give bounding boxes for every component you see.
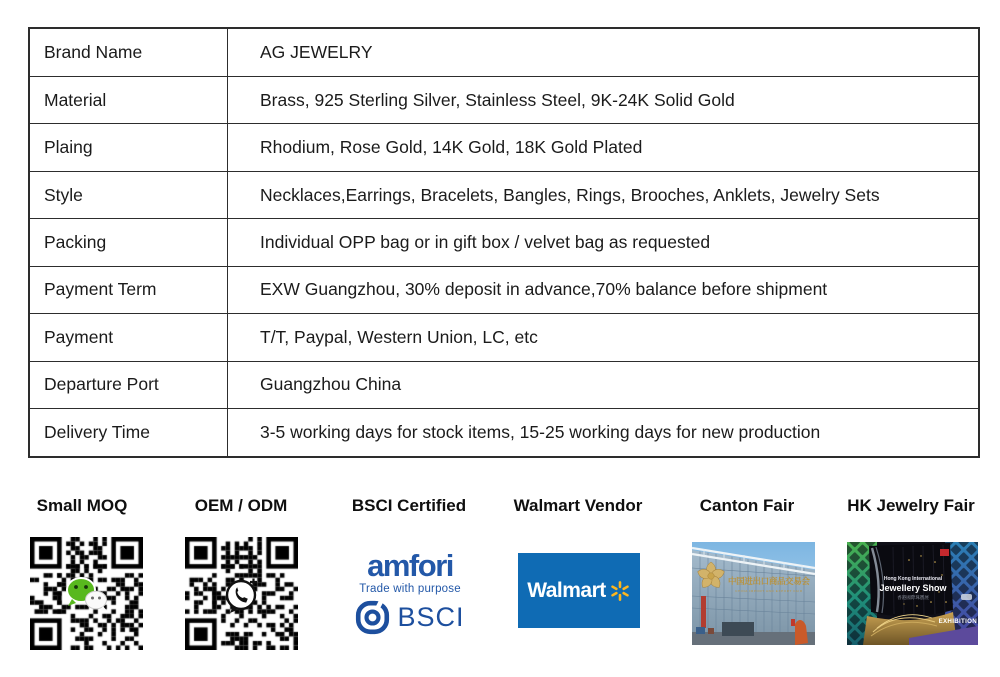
spec-row-departure-port (29, 361, 979, 408)
spec-value: AG JEWELRY (228, 28, 980, 77)
hk-show-line2: Jewellery Show (879, 583, 947, 593)
spec-row-material (29, 77, 979, 124)
contact-qr-code (185, 537, 298, 650)
amfori-tagline: Trade with purpose (359, 583, 461, 595)
badge-label-walmart-vendor: Walmart Vendor (513, 496, 643, 515)
spec-label: Delivery Time (29, 408, 228, 457)
walmart-wordmark: Walmart (527, 578, 606, 602)
spec-value: Guangzhou China (228, 361, 980, 408)
hktdc-logo-mark (940, 549, 949, 556)
spec-label: Payment Term (29, 266, 228, 313)
spec-value: T/T, Paypal, Western Union, LC, etc (228, 314, 980, 361)
spec-label: Material (29, 77, 228, 124)
spec-label: Payment (29, 314, 228, 361)
spec-row-style (29, 171, 979, 218)
product-spec-table (28, 27, 980, 458)
spec-label: Plaing (29, 124, 228, 171)
canton-fair-title-en: CHINA IMPORT AND EXPORT FAIR (735, 589, 803, 593)
hk-show-exhibition-text: EXHIBITION (938, 618, 977, 625)
spec-label: Brand Name (29, 28, 228, 77)
canton-fair-title-cn: 中国进出口商品交易会 (728, 576, 810, 586)
spec-row-payment-term (29, 266, 979, 313)
badge-label-hk-jewelry-fair: HK Jewelry Fair (847, 496, 975, 515)
spec-row-payment (29, 314, 979, 361)
wechat-icon (64, 575, 110, 613)
badge-label-bsci-certified: BSCI Certified (351, 496, 467, 515)
spec-value: EXW Guangzhou, 30% deposit in advance,70% balance before shipment (228, 266, 980, 313)
spec-value: Individual OPP bag or in gift box / velvet bag as requested (228, 219, 980, 266)
walmart-logo (518, 553, 640, 628)
spec-value: Brass, 925 Sterling Silver, Stainless Steel, 9K-24K Solid Gold (228, 77, 980, 124)
hk-show-line1: Hong Kong International (883, 576, 943, 582)
spec-value: 3-5 working days for stock items, 15-25 working days for new production (228, 408, 980, 457)
badge-label-small-moq: Small MOQ (36, 496, 128, 515)
spec-value: Necklaces,Earrings, Bracelets, Bangles, Rings, Brooches, Anklets, Jewelry Sets (228, 171, 980, 218)
wechat-qr-code (30, 537, 143, 650)
amfori-wordmark: amfori (367, 548, 453, 583)
spec-label: Departure Port (29, 361, 228, 408)
badge-label-oem-odm: OEM / ODM (194, 496, 288, 515)
phone-contact-add-icon (221, 573, 263, 615)
spec-row-packing (29, 219, 979, 266)
walmart-spark-icon (609, 580, 631, 602)
hk-show-line3: 香港國際珠寶展 (897, 595, 929, 600)
spec-label: Packing (29, 219, 228, 266)
bsci-spiral-icon (355, 600, 390, 635)
spec-row-plating (29, 124, 979, 171)
bsci-wordmark: BSCI (397, 602, 465, 632)
hk-jewelry-fair-photo (847, 542, 978, 645)
spec-row-delivery-time (29, 408, 979, 457)
spec-row-brand-name (29, 28, 979, 77)
amfori-bsci-logo (350, 550, 470, 635)
badge-label-canton-fair: Canton Fair (699, 496, 795, 515)
spec-label: Style (29, 171, 228, 218)
spec-value: Rhodium, Rose Gold, 14K Gold, 18K Gold Plated (228, 124, 980, 171)
canton-fair-photo (692, 542, 815, 645)
